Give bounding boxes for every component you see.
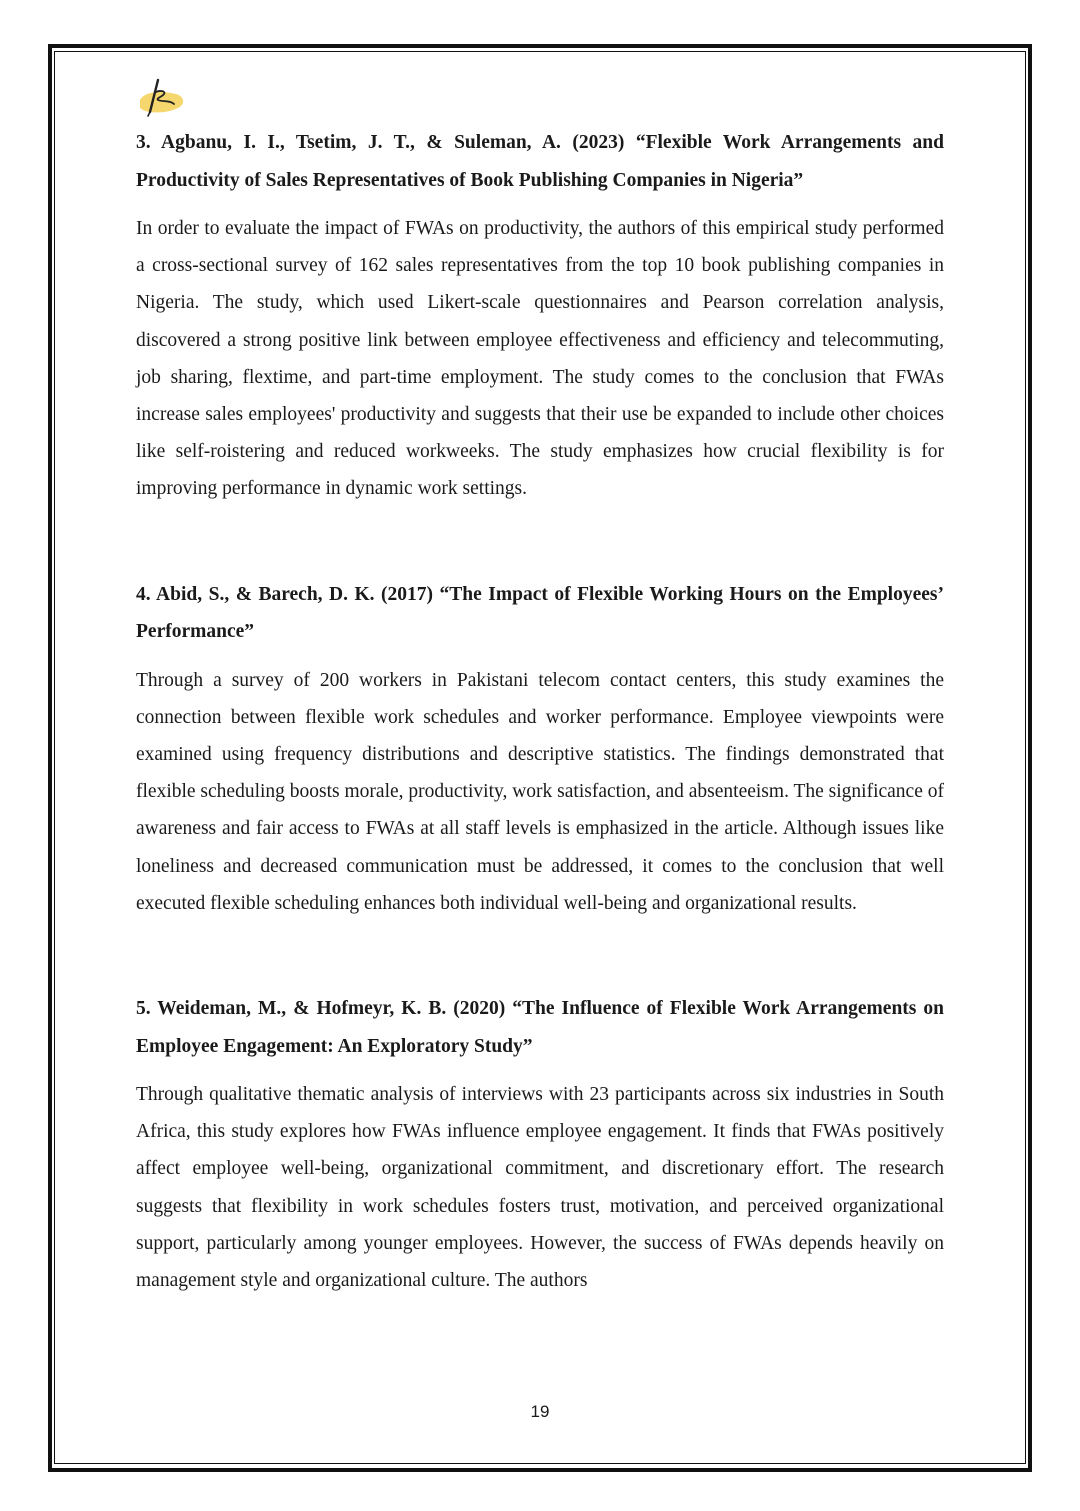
entry-title: 3. Agbanu, I. I., Tsetim, J. T., & Suleman, A. (2023) “Flexible Work Arrangements and Productivity of Sales Representatives of Book Publishing Companies in Nigeria” (136, 132, 944, 191)
entry-summary: Through a survey of 200 workers in Pakistani telecom contact centers, this study examines the connection between flexible work schedules and worker performance. Employee viewpoints were examined using frequency distributions and descriptive statistics. The findings demonstrated that flexible scheduling boosts morale, productivity, work satisfaction, and absenteeism. The significance of awareness and fair access to FWAs at all staff levels is emphasized in the article. Although issues like loneliness and decreased communication must be addressed, it comes to the conclusion that well executed flexible scheduling enhances both individual well-being and organizational results. (136, 669, 944, 914)
entry-title: 5. Weideman, M., & Hofmeyr, K. B. (2020) “The Influence of Flexible Work Arrangements on Employee Engagement: An Exploratory Study” (136, 998, 944, 1057)
page-number: 19 (530, 1402, 550, 1421)
document-content (136, 124, 944, 1299)
entry-summary: In order to evaluate the impact of FWAs on productivity, the authors of this empirical study performed a cross-sectional survey of 162 sales representatives from the top 10 book publishing companies in Nigeria. The study, which used Likert-scale questionnaires and Pearson correlation analysis, discovered a strong positive link between employee effectiveness and efficiency and telecommuting, job sharing, flextime, and part-time employment. The study comes to the conclusion that FWAs increase sales employees' productivity and suggests that their use be expanded to include other choices like self-roistering and reduced workweeks. The study emphasizes how crucial flexibility is for improving performance in dynamic work settings. (136, 218, 944, 500)
entry-summary: Through qualitative thematic analysis of interviews with 23 participants across six industries in South Africa, this study explores how FWAs influence employee engagement. It finds that FWAs positively affect employee well-being, organizational commitment, and discretionary effort. The research suggests that flexibility in work schedules fosters trust, motivation, and perceived organizational support, particularly among younger employees. However, the success of FWAs depends heavily on management style and organizational culture. The authors (136, 1084, 944, 1292)
literature-entry (136, 990, 944, 1299)
literature-entry (136, 124, 944, 508)
pen-writing-icon (136, 74, 188, 118)
entry-title: 4. Abid, S., & Barech, D. K. (2017) “The Impact of Flexible Working Hours on the Employees’ Performance” (136, 583, 944, 643)
literature-entry (136, 576, 944, 922)
